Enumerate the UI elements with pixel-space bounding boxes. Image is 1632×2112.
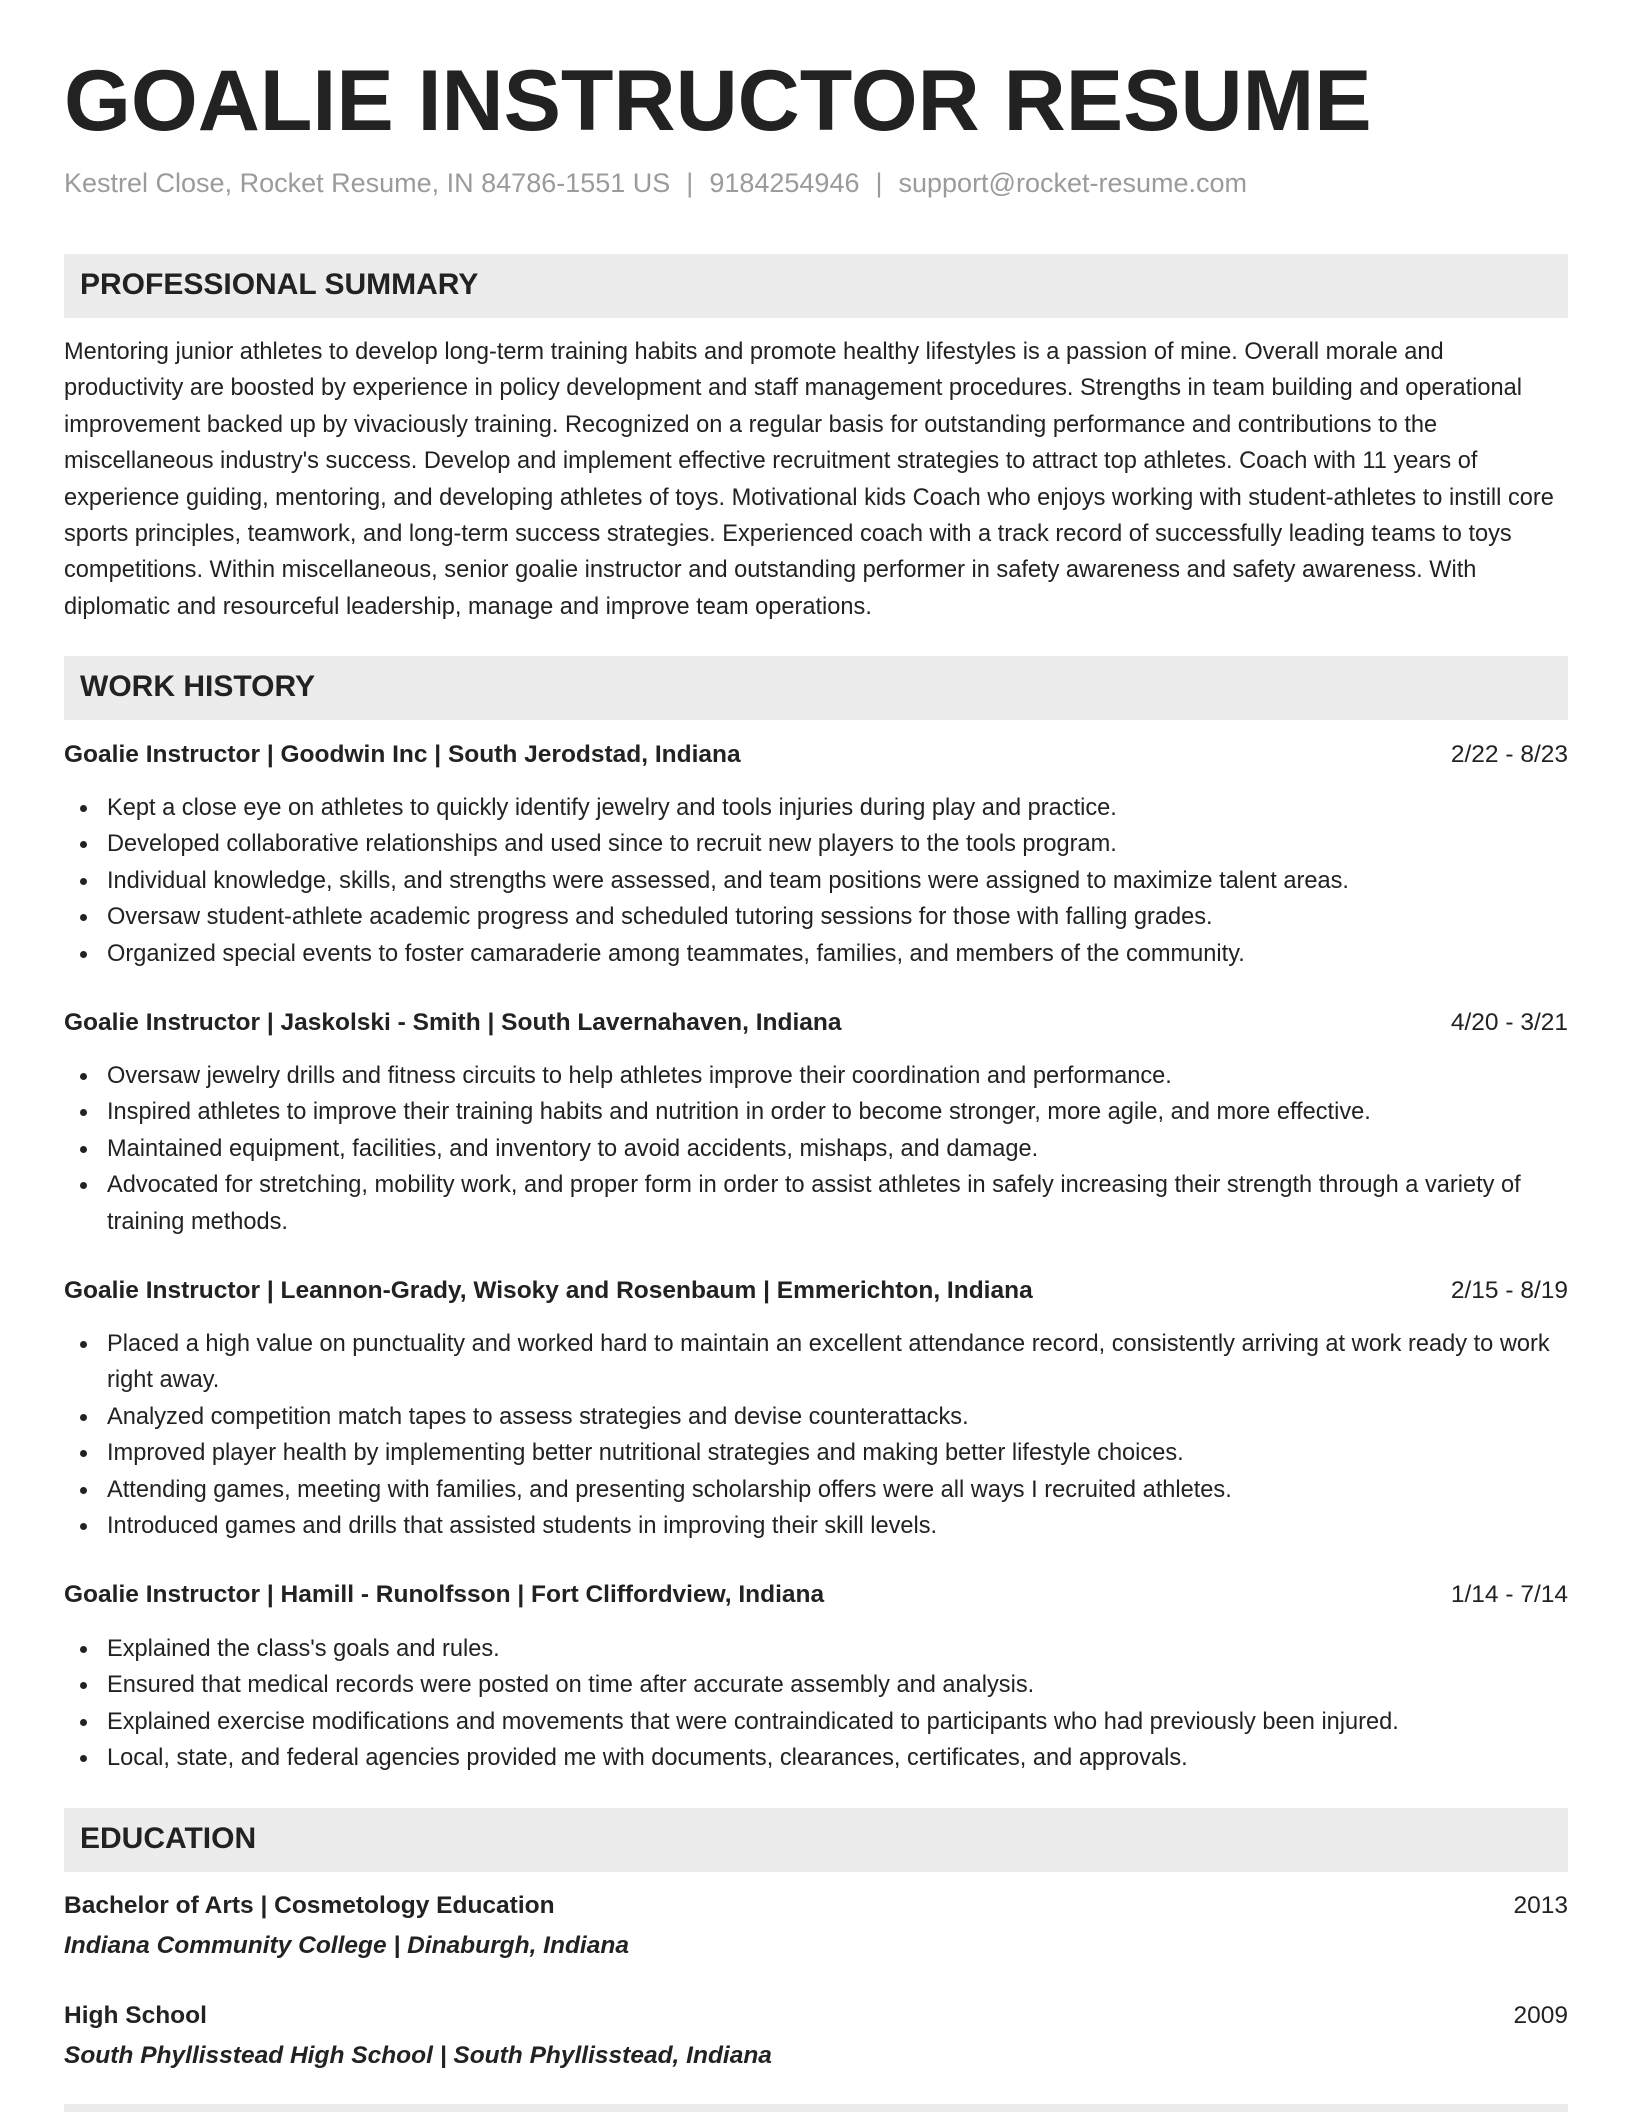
contact-phone: 9184254946 [709,168,860,198]
job-bullet: Improved player health by implementing better nutritional strategies and making better lifestyle choices. [64,1435,1568,1471]
contact-line [64,168,1247,199]
job-bullet: Attending games, meeting with families, and presenting scholarship offers were all ways I recruited athletes. [64,1472,1568,1508]
job-bullet: Oversaw jewelry drills and fitness circuits to help athletes improve their coordination and performance. [64,1058,1568,1094]
education-degree: Bachelor of Arts | Cosmetology Education [64,1892,555,1919]
work-heading: WORK HISTORY [80,670,316,703]
job-title: Goalie Instructor | Hamill - Runolfsson | Fort Cliffordview, Indiana [64,1581,825,1608]
job-bullet: Explained the class's goals and rules. [64,1631,1568,1667]
job-bullets [64,790,1568,972]
job-bullet: Ensured that medical records were posted on time after accurate assembly and analysis. [64,1667,1568,1703]
resume-title: GOALIE INSTRUCTOR RESUME [64,53,1372,149]
job-bullet: Oversaw student-athlete academic progress and scheduled tutoring sessions for those with falling grades. [64,899,1568,935]
education-school: Indiana Community College | Dinaburgh, Indiana [64,1932,629,1959]
summary-heading: PROFESSIONAL SUMMARY [80,268,479,301]
contact-email: support@rocket-resume.com [898,168,1248,198]
summary-text: Mentoring junior athletes to develop long-term training habits and promote healthy lifestyles is a passion of mine. Overall morale and productivity are boosted by experience in policy development and staff management procedures. Strengths in team building and operational improvement backed up by vivaciously training. Recognized on a regular basis for outstanding performance and contributions to the miscellaneous industry's success. Develop and implement effective recruitment strategies to attract top athletes. Coach with 11 years of experience guiding, mentoring, and developing athletes of toys. Motivational kids Coach who enjoys working with student-athletes to instill core sports principles, teamwork, and long-term success strategies. Experienced coach with a track record of successfully leading teams to toys competitions. Within miscellaneous, senior goalie instructor and outstanding performer in safety awareness and safety awareness. With diplomatic and resourceful leadership, manage and improve team operations. [64,339,1554,620]
education-section-header [64,1808,1568,1872]
job-dates: 1/14 - 7/14 [1450,1581,1568,1608]
job-bullet: Explained exercise modifications and movements that were contraindicated to participants who had previously been injured. [64,1704,1568,1740]
job-bullet: Developed collaborative relationships and used since to recruit new players to the tools program. [64,826,1568,862]
education-school: South Phyllisstead High School | South Phyllisstead, Indiana [64,2042,772,2069]
education-heading: EDUCATION [80,1822,257,1855]
job-bullet: Kept a close eye on athletes to quickly identify jewelry and tools injuries during play and practice. [64,790,1568,826]
education-year: 2009 [1513,2002,1568,2029]
job-title: Goalie Instructor | Leannon-Grady, Wisoky and Rosenbaum | Emmerichton, Indiana [64,1277,1033,1304]
job-bullet: Local, state, and federal agencies provided me with documents, clearances, certificates, and approvals. [64,1740,1568,1776]
job-dates: 2/22 - 8/23 [1450,741,1568,768]
job-bullet: Maintained equipment, facilities, and inventory to avoid accidents, mishaps, and damage. [64,1131,1568,1167]
contact-address: Kestrel Close, Rocket Resume, IN 84786-1551 US [64,168,671,198]
contact-separator: | [875,168,883,198]
job-bullet: Individual knowledge, skills, and strengths were assessed, and team positions were assigned to maximize talent areas. [64,863,1568,899]
job-dates: 2/15 - 8/19 [1450,1277,1568,1304]
job-bullets [64,1631,1568,1777]
job-dates: 4/20 - 3/21 [1450,1009,1568,1036]
work-section-header [64,656,1568,720]
job-bullet: Analyzed competition match tapes to assess strategies and devise counterattacks. [64,1399,1568,1435]
job-title: Goalie Instructor | Jaskolski - Smith | South Lavernahaven, Indiana [64,1009,842,1036]
job-bullets [64,1326,1568,1544]
education-degree: High School [64,2002,207,2029]
summary-section-header [64,254,1568,318]
job-bullet: Placed a high value on punctuality and worked hard to maintain an excellent attendance record, consistently arriving at work ready to work right away. [64,1326,1568,1399]
bottom-divider [64,2104,1568,2112]
job-bullets [64,1058,1568,1240]
job-bullet: Inspired athletes to improve their training habits and nutrition in order to become stronger, more agile, and more effective. [64,1094,1568,1130]
job-title: Goalie Instructor | Goodwin Inc | South Jerodstad, Indiana [64,741,741,768]
contact-separator: | [686,168,694,198]
job-bullet: Organized special events to foster camaraderie among teammates, families, and members of the community. [64,936,1568,972]
education-year: 2013 [1513,1892,1568,1919]
job-bullet: Advocated for stretching, mobility work, and proper form in order to assist athletes in safely increasing their strength through a variety of training methods. [64,1167,1568,1240]
job-bullet: Introduced games and drills that assisted students in improving their skill levels. [64,1508,1568,1544]
